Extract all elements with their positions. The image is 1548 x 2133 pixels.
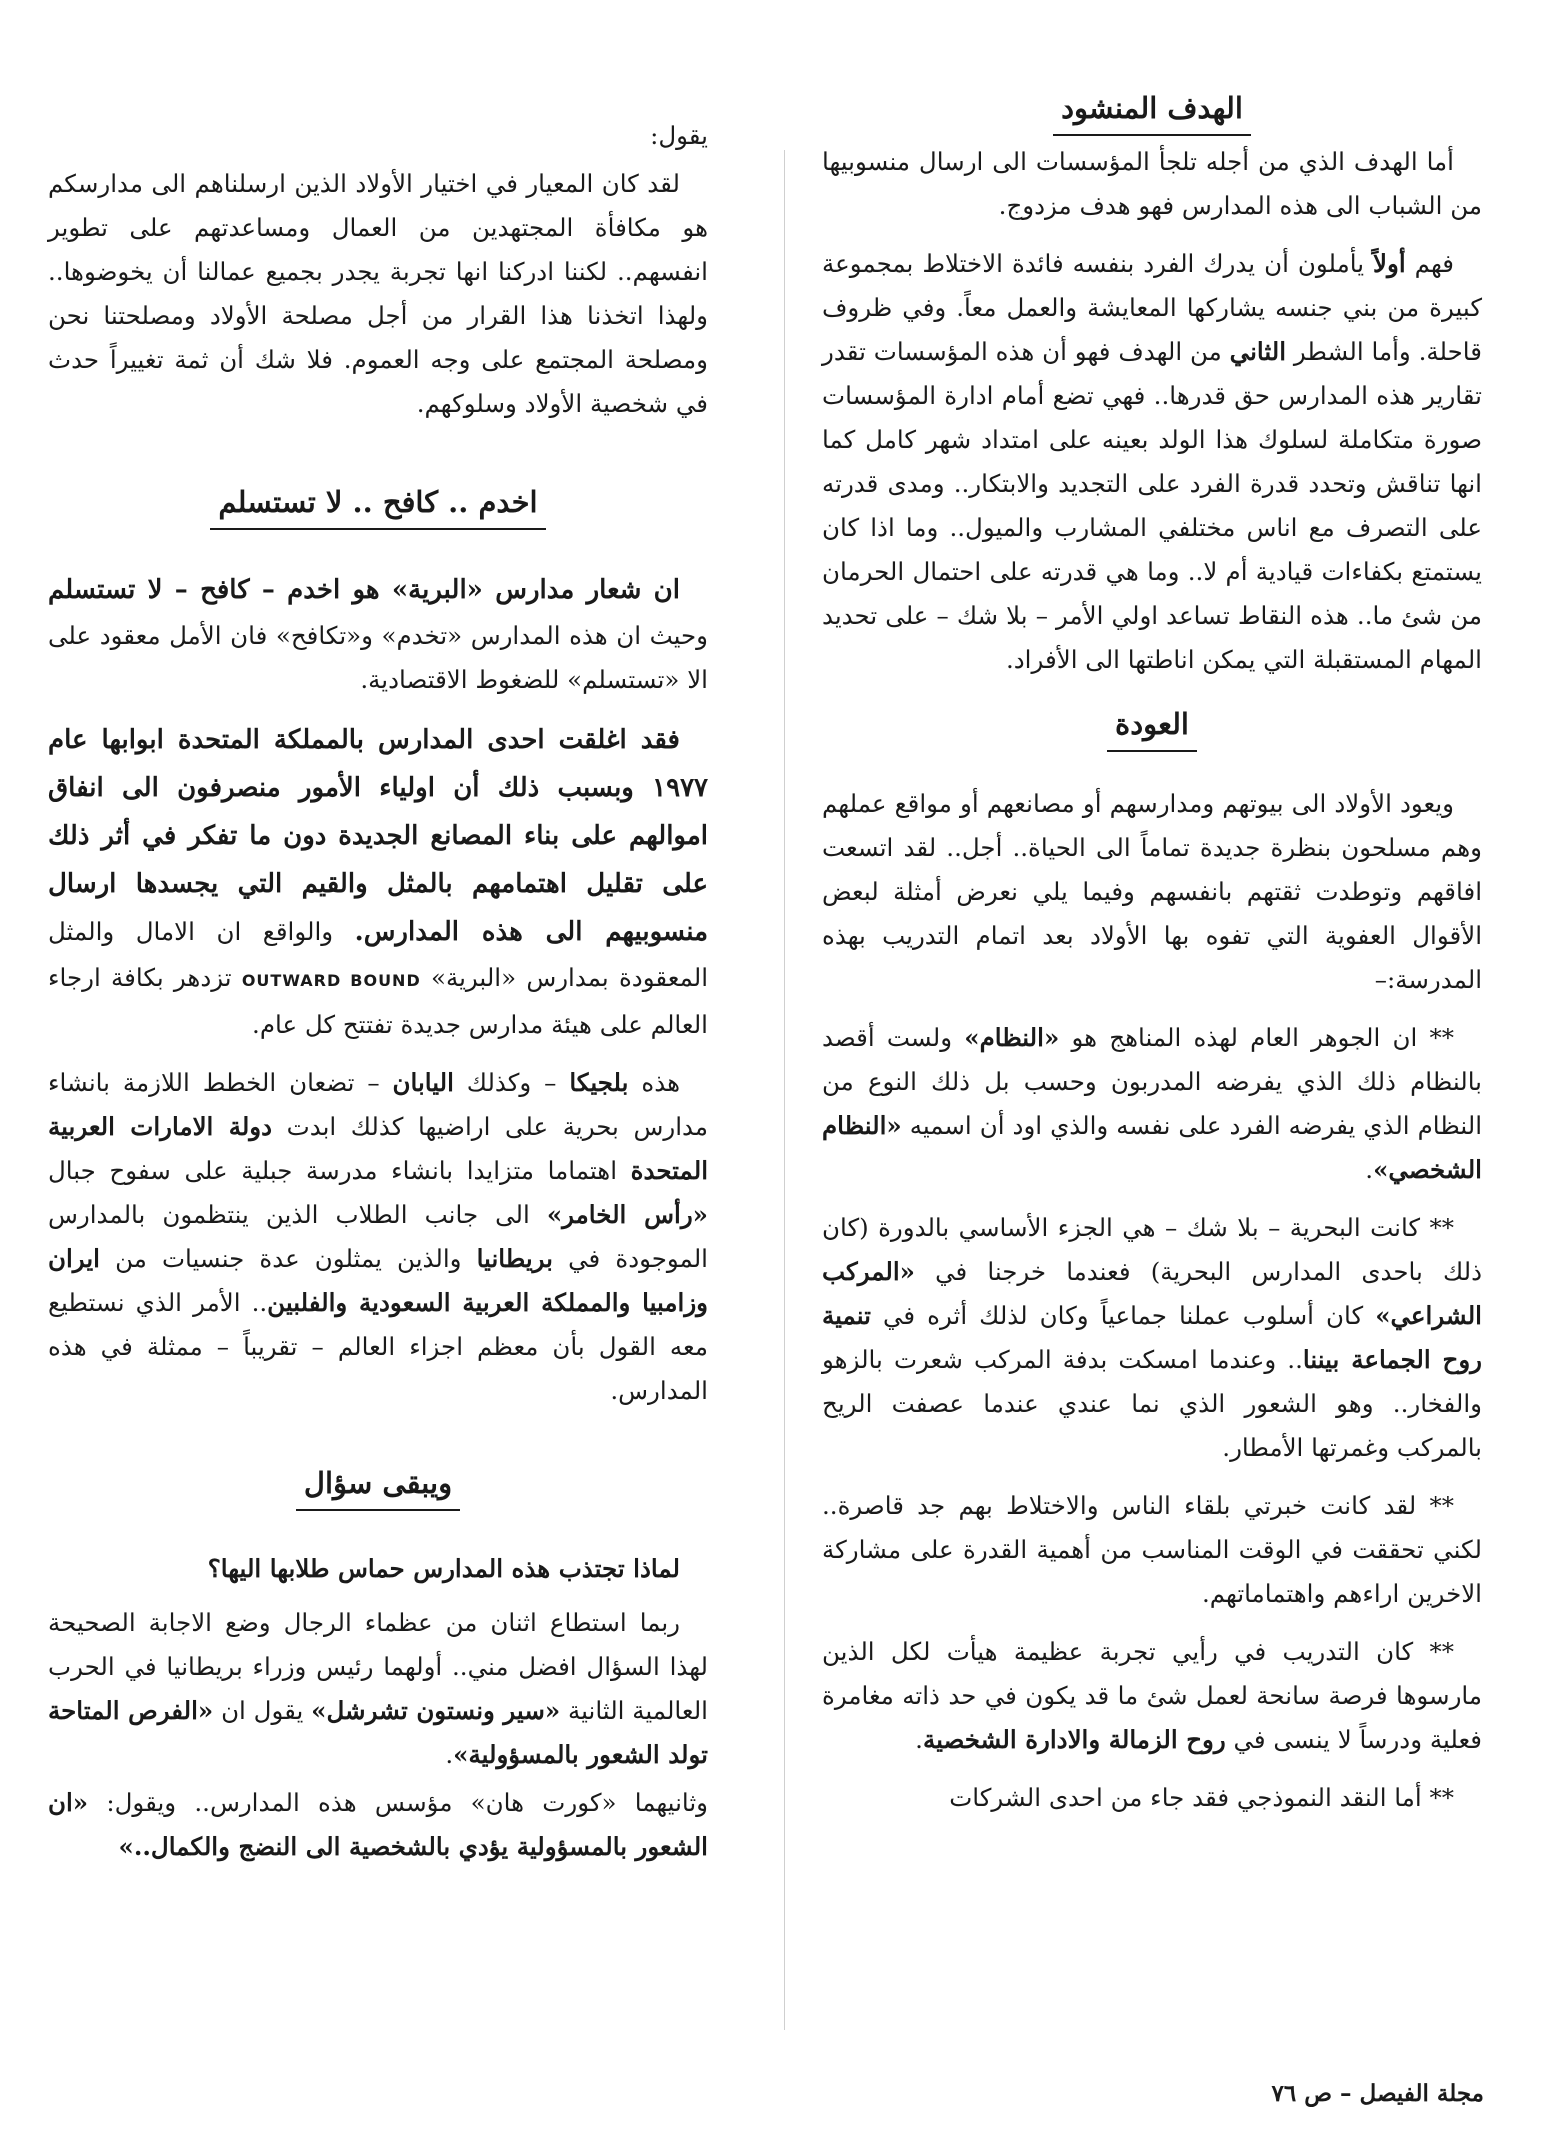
- section-heading-goal: الهدف المنشود: [822, 86, 1482, 136]
- paragraph-closure: فقد اغلقت احدى المدارس بالمملكة المتحدة ابوابها عام ١٩٧٧ وبسبب ذلك أن اولياء الأمور منصرفون الى انفاق اموالهم على بناء المصانع الجديدة دون ما تفكر في أثر ذلك على تقليل اهتمامهم بالمثل والقيم التي يجسدها ارسال منسوبيهم الى هذه المدارس. والواقع ان الامال والمثل المعقودة بمدارس «البرية» OUTWARD BOUND تزدهر بكافة ارجاء العالم على هيئة مدارس جديدة تفتتح كل عام.: [48, 725, 708, 1039]
- section-heading-motto: اخدم .. كافح .. لا تستسلم: [48, 480, 708, 530]
- paragraph-return: ويعود الأولاد الى بيوتهم ومدارسهم أو مصانعهم أو مواقع عملهم وهم مسلحون بنظرة جديدة تماماً الى الحياة.. أجل.. لقد اتسعت افاقهم وتوطدت ثقتهم بانفسهم وفيما يلي نعرض أمثلة لبعض الأقوال العفوية التي تفوه بها الأولاد بعد اتمام التدريب بهذه المدرسة:–: [822, 789, 1482, 994]
- paragraph-motto: ان شعار مدارس «البرية» هو اخدم – كافح – لا تستسلم وحيث ان هذه المدارس «تخدم» و«تكافح» فان الأمل معقود على الا «تستسلم» للضغوط الاقتصادية.: [48, 575, 708, 694]
- page-footer: مجلة الفيصل – ص ٧٦: [1271, 2080, 1484, 2107]
- quote-company-critique: ** أما النقد النموذجي فقد جاء من احدى الشركات: [949, 1783, 1454, 1812]
- quote-people: ** لقد كانت خبرتي بلقاء الناس والاختلاط بهم جد قاصرة.. لكني تحققت في الوقت المناسب من أهمية القدرة على مشاركة الاخرين اراءهم واهتماماتهم.: [822, 1491, 1482, 1608]
- paragraph-goal-intro: أما الهدف الذي من أجله تلجأ المؤسسات الى ارسال منسوبيها من الشباب الى هذه المدارس فهو هدف مزدوج.: [822, 147, 1482, 220]
- section-heading-return: العودة: [822, 702, 1482, 752]
- left-column: [48, 114, 708, 1869]
- paragraph-countries: هذه بلجيكا – وكذلك اليابان – تضعان الخطط اللازمة بانشاء مدارس بحرية على اراضيها كذلك ابدت دولة الامارات العربية المتحدة اهتماما متزايدا بانشاء مدرسة جبلية على سفوح جبال «رأس الخامر» الى جانب الطلاب الذين ينتظمون بالمدارس الموجودة في بريطانيا والذين يمثلون عدة جنسيات من ايران وزامبيا والمملكة العربية السعودية والفلبين.. الأمر الذي نستطيع معه القول بأن معظم اجزاء العالم – تقريباً – ممثلة في هذه المدارس.: [48, 1068, 708, 1405]
- paragraph-kurt-hahn: وثانيهما «كورت هان» مؤسس هذه المدارس.. ويقول: «ان الشعور بالمسؤولية يؤدي بالشخصية الى النضج والكمال..»: [48, 1788, 708, 1861]
- quote-sailing: ** كانت البحرية – بلا شك – هي الجزء الأساسي بالدورة (كان ذلك باحدى المدارس البحرية) فعندما خرجنا في «المركب الشراعي» كان أسلوب عملنا جماعياً وكان لذلك أثره في تنمية روح الجماعة بيننا.. وعندما امسكت بدفة المركب شعرت بالزهو والفخار.. وهو الشعور الذي نما عندي عندما عصفت الريح بالمركب وغمرتها الأمطار.: [822, 1213, 1482, 1462]
- paragraph-company-quote: لقد كان المعيار في اختيار الأولاد الذين ارسلناهم الى مدارسكم هو مكافأة المجتهدين من العمال ومساعدتهم على تطوير انفسهم.. لكننا ادركنا انها تجربة يجدر بجميع عمالنا أن يخوضوها.. ولهذا اتخذنا هذا القرار من أجل مصلحة الأولاد ومصلحتنا نحن ومصلحة المجتمع على وجه العموم. فلا شك أن ثمة تغييراً حدث في شخصية الأولاد وسلوكهم.: [48, 169, 708, 418]
- paragraph-says: يقول:: [650, 121, 708, 150]
- quote-training: ** كان التدريب في رأيي تجربة عظيمة هيأت لكل الذين مارسوها فرصة سانحة لعمل شئ ما قد يكون في حد ذاته مغامرة فعلية ودرساً لا ينسى في روح الزمالة والادارة الشخصية.: [822, 1637, 1482, 1754]
- column-divider: [784, 150, 785, 2030]
- paragraph-goal-detail: فهم أولاً يأملون أن يدرك الفرد بنفسه فائدة الاختلاط بمجموعة كبيرة من بني جنسه يشاركها المعايشة والعمل معاً. وفي ظروف قاحلة. وأما الشطر الثاني من الهدف فهو أن هذه المؤسسات تقدر تقارير هذه المدارس حق قدرها.. فهي تضع أمام ادارة المؤسسات صورة متكاملة لسلوك هذا الولد بعينه على امتداد شهر كامل كما انها تناقش وتحدد قدرة الفرد على التجديد والابتكار.. ومدى قدرته على التصرف مع اناس مختلفي المشارب والميول.. وما اذا كان يستمتع بكفاءات قيادية أم لا.. وما هي قدرته على احتمال الحرمان من شئ ما.. هذه النقاط تساعد اولي الأمر – بلا شك – على تحديد المهام المستقبلة التي يمكن اناطتها الى الأفراد.: [822, 249, 1482, 674]
- section-heading-question: ويبقى سؤال: [48, 1461, 708, 1511]
- question-line: لماذا تجتذب هذه المدارس حماس طلابها اليها؟: [207, 1554, 680, 1583]
- right-column: [822, 90, 1482, 1820]
- quote-discipline: ** ان الجوهر العام لهذه المناهج هو «النظام» ولست أقصد بالنظام ذلك الذي يفرضه المدربون وحسب بل ذلك النوع من النظام الذي يفرضه الفرد على نفسه والذي اود أن اسميه «النظام الشخصي».: [822, 1023, 1482, 1184]
- paragraph-churchill: ربما استطاع اثنان من عظماء الرجال وضع الاجابة الصحيحة لهذا السؤال افضل مني.. أولهما رئيس وزراء بريطانيا في الحرب العالمية الثانية «سير ونستون تشرشل» يقول ان «الفرص المتاحة تولد الشعور بالمسؤولية».: [48, 1608, 708, 1769]
